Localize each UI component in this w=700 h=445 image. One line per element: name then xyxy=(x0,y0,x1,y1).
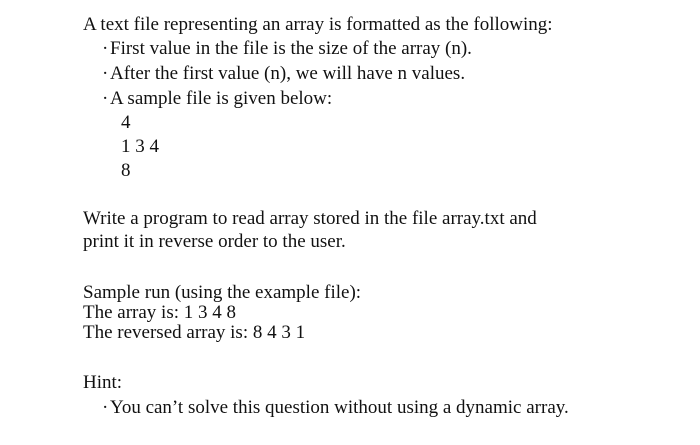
bullet-dot: · xyxy=(102,88,109,109)
task-line-1: Write a program to read array stored in the file array.txt and xyxy=(83,208,537,229)
sample-file-line-1: 4 xyxy=(121,112,131,133)
format-bullet-text: After the first value (n), we will have n values. xyxy=(110,63,466,84)
bullet-dot: · xyxy=(102,63,109,84)
bullet-dot: · xyxy=(102,397,109,418)
intro-text: A text file representing an array is formatted as the following: xyxy=(83,14,553,35)
task-line-2: print it in reverse order to the user. xyxy=(83,231,346,252)
sample-run-reversed: The reversed array is: 8 4 3 1 xyxy=(83,322,306,343)
format-bullet-2 xyxy=(102,63,465,85)
format-bullet-text: First value in the file is the size of the array (n). xyxy=(110,38,472,59)
format-bullet-1 xyxy=(102,38,472,60)
sample-run-heading: Sample run (using the example file): xyxy=(83,282,362,303)
hint-heading: Hint: xyxy=(83,372,123,393)
sample-run-array: The array is: 1 3 4 8 xyxy=(83,302,237,323)
bullet-dot: · xyxy=(102,38,109,59)
format-bullet-text: A sample file is given below: xyxy=(110,88,333,109)
sample-file-line-3: 8 xyxy=(121,160,131,181)
hint-bullet-text: You can’t solve this question without using a dynamic array. xyxy=(110,397,569,418)
format-bullet-3 xyxy=(102,88,332,110)
sample-file-line-2: 1 3 4 xyxy=(121,136,159,157)
hint-bullet xyxy=(102,397,569,419)
